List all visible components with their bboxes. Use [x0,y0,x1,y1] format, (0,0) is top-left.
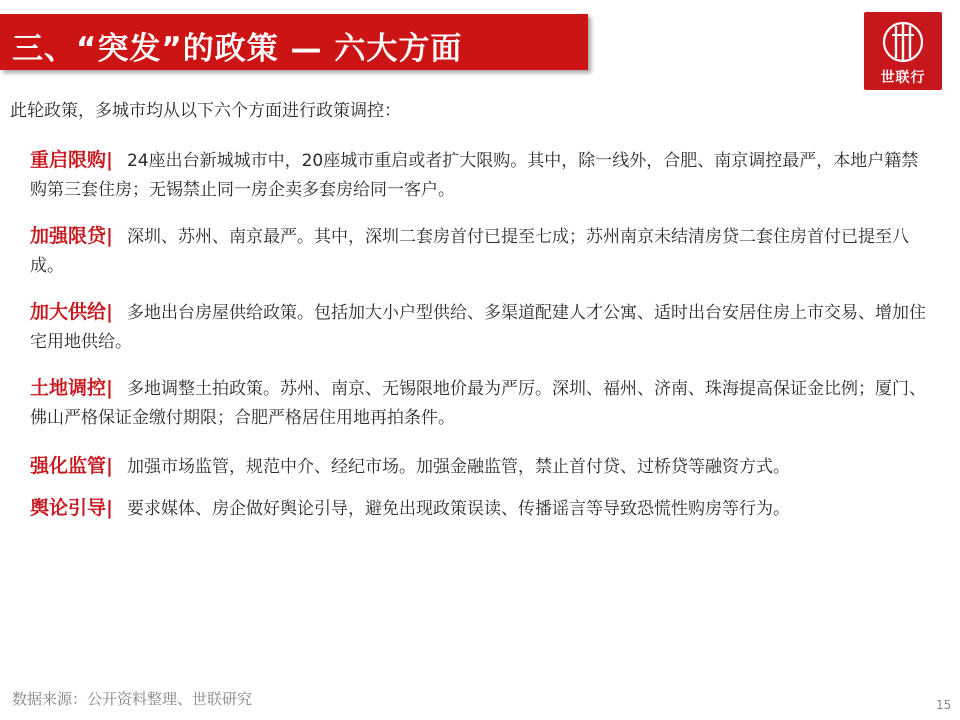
logo-emblem-icon [881,20,925,64]
title-banner [0,14,588,70]
intro-text: 此轮政策，多城市均从以下六个方面进行政策调控： [10,101,401,121]
policy-heading: 舆论引导| [30,497,113,519]
policy-item-land-regulation [30,374,930,433]
policy-heading: 重启限购| [30,149,113,171]
policy-body: 要求媒体、房企做好舆论引导，避免出现政策误读、传播谣言等导致恐慌性购房等行为。 [126,499,790,519]
policy-body: 多地调整土拍政策。苏州、南京、无锡限地价最为严厉。深圳、福州、济南、珠海提高保证金比例；厦门、佛山严格保证金缴付期限；合肥严格居住用地再拍条件。 [30,379,926,428]
policy-body: 深圳、苏州、南京最严。其中，深圳二套房首付已提至七成；苏州南京未结清房贷二套住房首付已提至八成。 [30,227,909,276]
policy-body: 加强市场监管，规范中介、经纪市场。加强金融监管，禁止首付贷、过桥贷等融资方式。 [126,457,790,477]
policy-item-strengthen-supervision [30,452,930,482]
policy-item-increase-supply [30,298,930,357]
data-source-note: 数据来源：公开资料整理、世联研究 [12,690,253,708]
policy-item-strengthen-loan-limit [30,222,930,281]
policy-heading: 土地调控| [30,377,113,399]
policy-heading: 强化监管| [30,455,113,477]
policy-heading: 加强限贷| [30,225,113,247]
company-logo [864,12,942,90]
policy-body: 多地出台房屋供给政策。包括加大小户型供给、多渠道配建人才公寓、适时出台安居住房上市交易、增加住宅用地供给。 [30,303,926,352]
page-number: 15 [936,698,952,712]
page-title: 三、“突发”的政策 — 六大方面 [12,31,463,67]
logo-text: 世联行 [880,70,926,86]
policy-item-restart-purchase-limit [30,146,930,205]
policy-heading: 加大供给| [30,301,113,323]
policy-item-public-opinion-guidance [30,494,930,524]
policy-body: 24座出台新城城市中，20座城市重启或者扩大限购。其中，除一线外，合肥、南京调控最严，本地户籍禁购第三套住房；无锡禁止同一房企卖多套房给同一客户。 [30,151,919,200]
